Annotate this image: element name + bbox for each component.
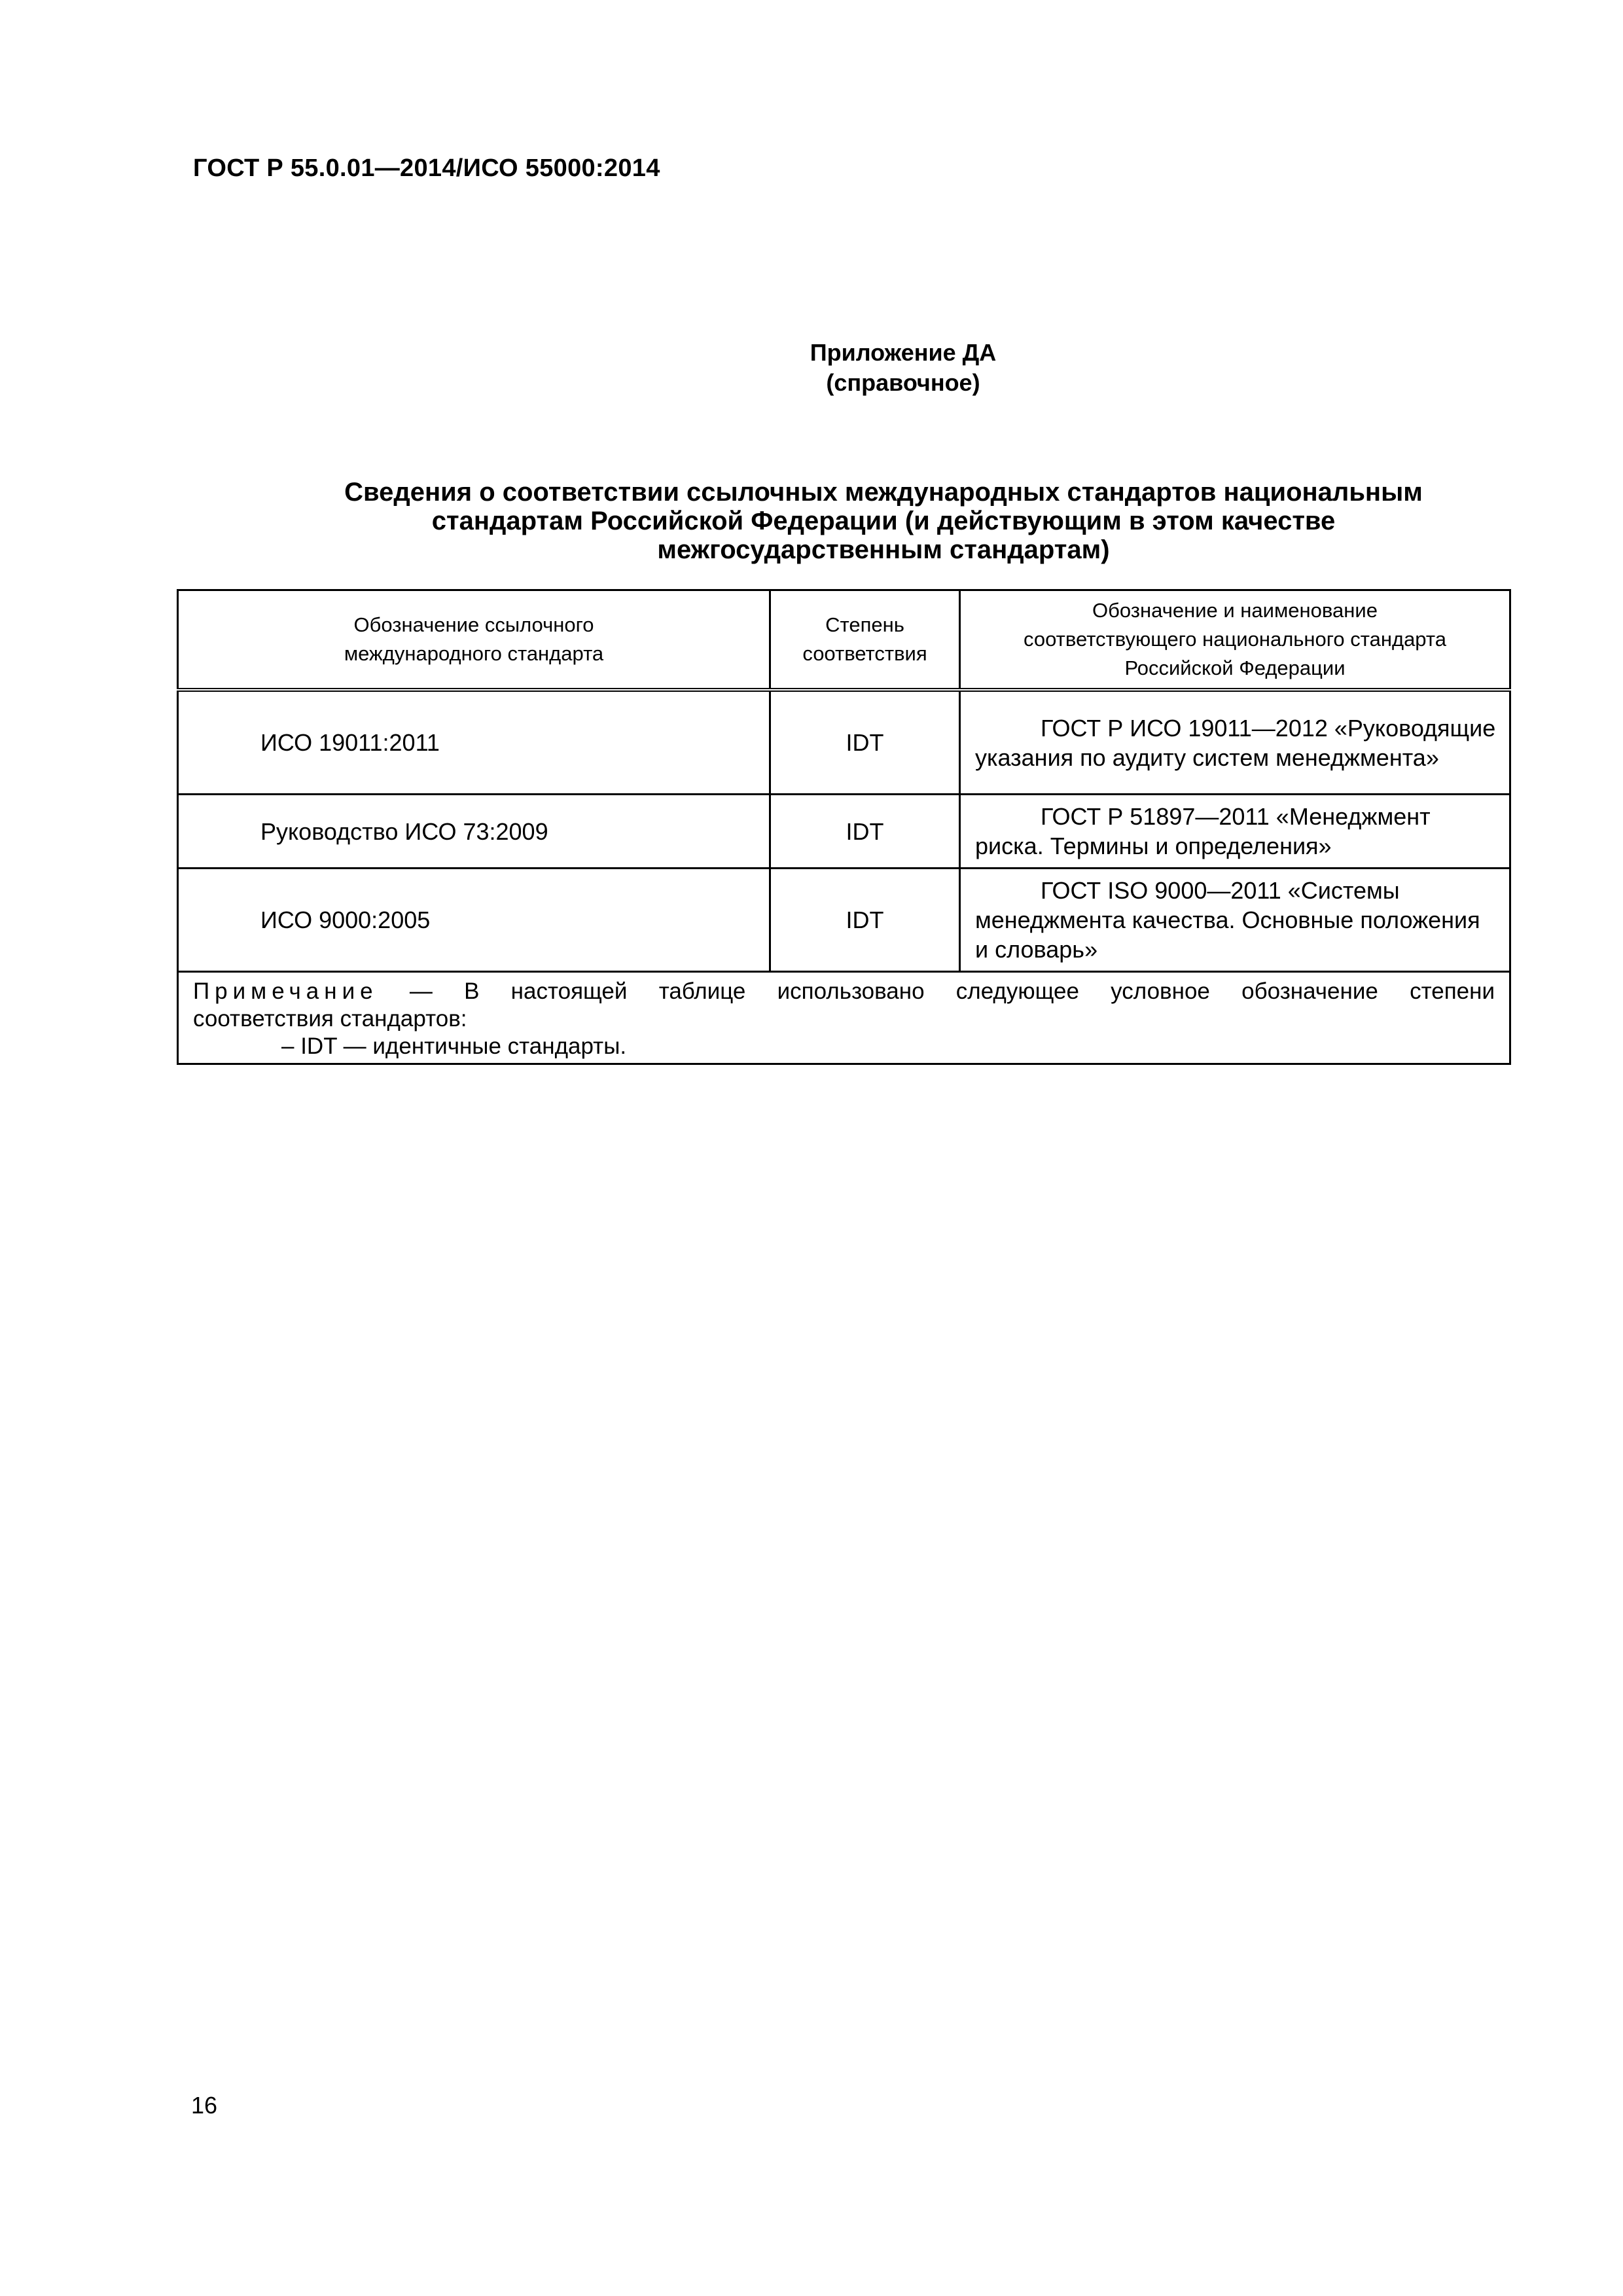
national-standard-cell: [960, 795, 1510, 869]
note-line-1-text: — В настоящей таблице использовано следующее условное обозначение степени: [409, 978, 1495, 1004]
header-degree-line-2: соответствия: [802, 642, 927, 665]
national-standard-cell: [960, 869, 1510, 972]
reference-standard-cell: ИСО 9000:2005: [178, 869, 770, 972]
section-title: [275, 478, 1492, 564]
national-standard-text: ГОСТ Р ИСО 19011—2012 «Руководящие указания по аудиту систем менеджмента»: [975, 714, 1496, 771]
reference-standard-cell: ИСО 19011:2011: [178, 690, 770, 795]
reference-standard-cell: Руководство ИСО 73:2009: [178, 795, 770, 869]
table-row: [178, 869, 1510, 972]
table-note: [178, 972, 1510, 1064]
page-number: 16: [191, 2092, 218, 2119]
header-degree: [770, 590, 960, 691]
section-title-line-3: межгосударственным стандартам): [657, 535, 1110, 564]
header-national-line-3: Российской Федерации: [1124, 656, 1346, 679]
national-standard-cell: [960, 690, 1510, 795]
annex-kind: (справочное): [826, 369, 980, 396]
degree-cell: IDT: [770, 869, 960, 972]
degree-cell: IDT: [770, 795, 960, 869]
table-row: [178, 690, 1510, 795]
header-national-line-2: соответствующего национального стандарта: [1024, 628, 1446, 651]
header-national-standard: [960, 590, 1510, 691]
note-line-2: соответствия стандартов:: [193, 1006, 467, 1031]
annex-heading: [681, 338, 1126, 398]
note-line-3: – IDT — идентичные стандарты.: [281, 1033, 627, 1059]
table-note-row: [178, 972, 1510, 1064]
standards-correspondence-table: [177, 589, 1511, 1065]
note-line-1: [193, 978, 1495, 1005]
header-ref-line-2: международного стандарта: [344, 642, 604, 665]
document-code: ГОСТ Р 55.0.01—2014/ИСО 55000:2014: [193, 154, 660, 182]
section-title-line-2: стандартам Российской Федерации (и действующим в этом качестве: [431, 507, 1336, 535]
header-national-line-1: Обозначение и наименование: [1092, 599, 1378, 622]
annex-title: Приложение ДА: [810, 339, 997, 366]
header-ref-line-1: Обозначение ссылочного: [353, 613, 594, 636]
header-degree-line-1: Степень: [825, 613, 904, 636]
national-standard-text: ГОСТ ISO 9000—2011 «Системы менеджмента качества. Основные положения и словарь»: [975, 877, 1480, 963]
degree-cell: IDT: [770, 690, 960, 795]
table-header-row: [178, 590, 1510, 691]
header-reference-standard: [178, 590, 770, 691]
note-label: Примечание: [193, 978, 378, 1004]
section-title-line-1: Сведения о соответствии ссылочных международных стандартов национальным: [344, 478, 1423, 507]
table-row: [178, 795, 1510, 869]
national-standard-text: ГОСТ Р 51897—2011 «Менеджмент риска. Термины и определения»: [975, 803, 1431, 859]
